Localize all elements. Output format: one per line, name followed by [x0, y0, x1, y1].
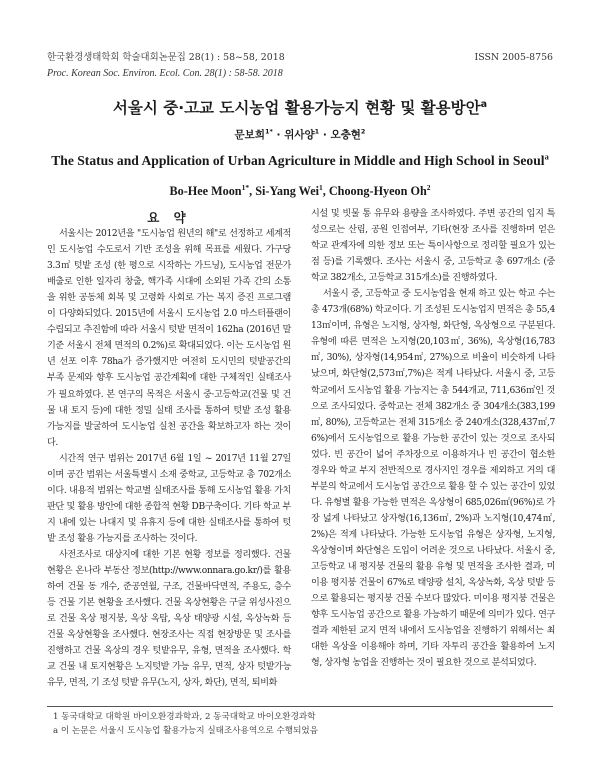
abstract-paragraph: 서울시는 2012년을 "도시농업 원년의 해"로 선정하고 세계적인 도시농업 수도로서 기반 조성을 위해 목표를 세웠다. 가구당 3.3㎡ 텃밭 조성 (한 평으로 시작하는 가드닝), 도시농업 전문가 배출로 인한 일자리 창출, 핵가족 시대에 소외된 가족 간의 소통을 위한 공동체 회복 및 고령화 사회로 가는 복지 증진 프로그램이 다양화되었다. 2015년에 서울시 도시농업 2.0 마스터플랜이 수립되고 추진함에 따라 서울시 텃밭 면적이 162ha (2016년 말 기준 서울시 전체 면적의 0.2%)로 확대되었다. 이는 도시농업 원년 선포 이후 78ha가 증가했지만 여전히 도시민의 텃밭공간의 부족 문제와 향후 도시농업 공간계획에 대한 구체적인 실태조사가 필요하였다. 본 연구의 목적은 서울시 중·고등학교(건물 및 건물 내 토지 등)에 대한 정밀 실태 조사를 통하여 텃밭 조성 활용 가능지를 발굴하여 도시농업 실천 공간을 확보하고자 하는 것이다.: [47, 229, 291, 448]
paper-title-en: The Status and Application of Urban Agriculture in Middle and High School in Seoul$^a$: [51, 151, 549, 168]
left-column: [47, 210, 291, 691]
footnote-affiliation: 1 동국대학교 대학원 바이오환경과학과, 2 동국대학교 바이오환경과학: [53, 712, 316, 722]
paper-title-ko: 서울시 중·고교 도시농업 활용가능지 현황 및 활용방안$^a$: [112, 98, 488, 117]
author-separator: ·: [322, 129, 327, 141]
author-name: 문보희: [234, 129, 265, 141]
author-separator: ·: [276, 129, 281, 141]
footnote-divider: [47, 706, 553, 707]
author-name: 위사양: [284, 129, 315, 141]
abstract-paragraph: 사전조사로 대상지에 대한 기본 현황 정보를 정리했다. 건물 현황은 온나라 부동산 정보(http://www.onnara.go.kr/)를 활용하여 건물 동 개수, 준공연월, 구조, 건물바닥면적, 주용도, 층수 등 건물 기본 현황을 조사했다. 건물 옥상현황은 구글 위성사진으로 건물 옥상 평지붕, 옥상 옥탑, 옥상 태양광 시설, 옥상녹화 등 건물 옥상현황을 조사했다. 현장조사는 직접 현장방문 및 조사를 진행하고 건물 옥상의 경우 텃밭유무, 유형, 면적을 조사했다. 학교 건물 내 토지현황은 노지텃밭 가능 유무, 면적, 상자 텃밭가능 유무, 면적, 기 조성 텃밭 유무(노지, 상자, 화단), 면적, 퇴비화: [47, 549, 291, 689]
journal-name-en: Proc. Korean Soc. Environ. Ecol. Con. 28(1) : 58-58. 2018: [47, 68, 283, 79]
footnote-funding: a 이 논문은 서울시 도시농업 활용가능지 실태조사용역으로 수행되었음: [53, 726, 318, 736]
abstract-heading: 요 약: [147, 210, 191, 225]
author-list-ko: 문보희$^{1*}$ · 위사양$^1$ · 오충현$^2$: [234, 127, 366, 141]
author-list-en: Bo-Hee Moon$^{1*}$, Si-Yang Wei$^1$, Choong-Hyeon Oh$^2$: [169, 182, 431, 198]
author-name: Choong-Hyeon Oh: [328, 184, 427, 198]
abstract-paragraph: 시간적 연구 범위는 2017년 6월 1일 ~ 2017년 11월 27일이며 공간 범위는 서울특별시 소재 중학교, 고등학교 총 702개소이다. 내용적 범위는 학교별 실태조사를 통해 도시농업 활용 가치 판단 및 활용 방안에 대한 종합적 현황 DB구축이다. 기타 학교 부지 내에 있는 나대지 및 유휴지 등에 대한 실태조사를 통하여 텃밭 조성 활용 가능지를 조사하는 것이다.: [47, 453, 291, 544]
author-name: Bo-Hee Moon: [169, 184, 242, 198]
author-name: 오충현: [330, 129, 361, 141]
journal-name-ko: 한국환경생태학회 학술대회논문집 28(1) : 58~58, 2018: [47, 52, 285, 63]
abstract-paragraph: 서울시 중, 고등학교 중 도시농업을 현재 하고 있는 학교 수는 총 473개(68%) 학교이다. 기 조성된 도시농업지 면적은 총 55,413㎡이며, 유형은 노지형, 상자형, 화단형, 옥상형으로 구분된다. 유형에 따른 면적은 노지형(20,103㎡, 36%), 옥상형(16,783㎡, 30%), 상자형(14,954㎡, 27%)으로 비율이 비슷하게 나타났으며, 화단형(2,573㎡,7%)은 적게 나타났다. 서울시 중, 고등학교에서 도시농업 활용 가능지는 총 544개교, 711,636㎡인 것으로 조사되었다. 중학교는 전체 382개소 중 304개소(383,199㎡, 80%), 고등학교는 전체 315개소 중 240개소(328,437㎡,76%)에서 도시농업으로 활용 가능한 공간이 있는 것으로 조사되었다. 빈 공간이 넓어 주차장으로 이용하거나 빈 공간이 협소한 경우와 학교 부지 전반적으로 경사지인 경우를 제외하고 거의 대부분의 학교에서 도시농업 공간으로 활용 할 수 있는 공간이 있었다. 유형별 활용 가능한 면적은 옥상형이 685,026㎡(96%)로 가장 넓게 나타났고 상자형(16,136㎡, 2%)과 노지형(10,474㎡, 2%)은 적게 나타났다. 가능한 도시농업 유형은 상자형, 노지형, 옥상형이며 화단형은 도입이 어려운 것으로 나타났다. 서울시 중, 고등학교 내 평지붕 건물의 활용 유형 및 면적을 조사한 결과, 미 이용 평지붕 건물이 67%로 태양광 설치, 옥상녹화, 옥상 텃밭 등으로 활용되는 평지붕 건물 수보다 많았다. 미이용 평지붕 건물은 향후 도시농업 공간으로 활용 가능하기 때문에 의미가 있다. 연구결과 제한된 교지 면적 내에서 도시농업을 진행하기 위해서는 최대한 옥상을 이용해야 하며, 기타 자투리 공간을 활용하여 노지형, 상자형 농업을 진행하는 것이 필요한 것으로 분석되었다.: [311, 289, 555, 669]
abstract-paragraph: 시설 및 빗물 통 유무와 용량을 조사하였다. 주변 공간의 입지 특성으로는 산림, 공원 인접여부, 기타(현장 조사를 진행하며 얻은 학교 관계자에 의한 정보 또는 특이사항으로 정리할 필요가 있는 점 등)를 기록했다. 조사는 서울시 중, 고등학교 총 697개소 (중학교 382개소, 고등학교 315개소)를 진행하였다.: [311, 209, 555, 284]
author-name: Si-Yang Wei: [255, 184, 319, 198]
journal-header: [47, 50, 553, 82]
footnotes: [53, 710, 318, 738]
issn: ISSN 2005-8756: [474, 52, 553, 63]
right-column: [311, 206, 555, 671]
